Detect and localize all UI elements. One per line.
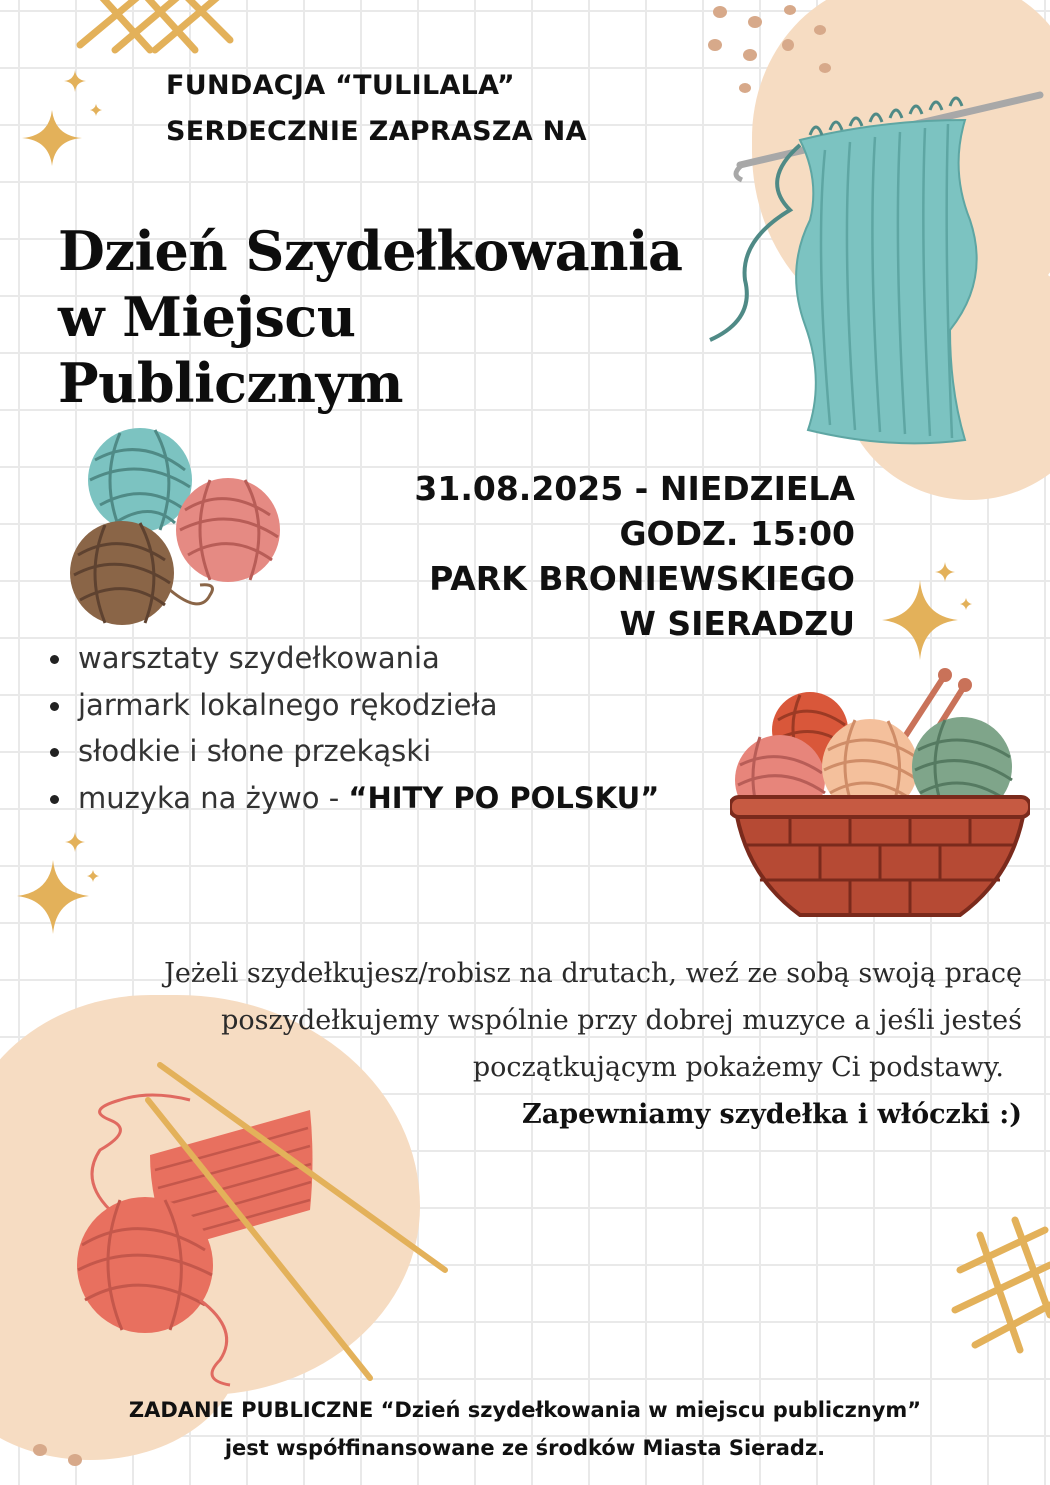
sparkle-icon bbox=[12, 70, 112, 170]
event-place-line-1: PARK BRONIEWSKIEGO bbox=[429, 559, 855, 598]
list-item: warsztaty szydełkowania bbox=[48, 636, 659, 683]
event-details bbox=[414, 466, 855, 646]
event-place-line-2: W SIERADZU bbox=[619, 604, 855, 643]
organizer-line-1: FUNDACJA “TULILALA” bbox=[166, 70, 515, 101]
event-time: GODZ. 15:00 bbox=[619, 514, 855, 553]
invitation-text bbox=[42, 950, 1022, 1138]
event-title bbox=[58, 218, 758, 416]
list-item: jarmark lokalnego rękodzieła bbox=[48, 683, 659, 730]
feature-list bbox=[48, 636, 659, 822]
sparkle-icon bbox=[15, 830, 115, 940]
list-item: muzyka na żywo - “HITY PO POLSKU” bbox=[48, 776, 659, 823]
invitation-line-3: początkującym pokażemy Ci podstawy. bbox=[472, 1052, 1004, 1083]
title-line-1: Dzień Szydełkowania bbox=[58, 219, 683, 283]
title-line-3: Publicznym bbox=[58, 351, 403, 415]
invitation-line-1: Jeżeli szydełkujesz/robisz na drutach, weź ze sobą swoją pracę bbox=[164, 958, 1022, 989]
footer-line-2: jest współfinansowane ze środków Miasta Sieradz. bbox=[224, 1436, 826, 1460]
yarn-ball-icon bbox=[60, 425, 290, 630]
funding-footer bbox=[0, 1391, 1050, 1467]
invitation-line-2: poszydełkujemy wspólnie przy dobrej muzyce a jeśli jesteś bbox=[221, 1005, 1022, 1036]
yarn-basket-icon bbox=[730, 665, 1030, 930]
list-item: słodkie i słone przekąski bbox=[48, 729, 659, 776]
sparkle-icon bbox=[880, 560, 980, 660]
event-date: 31.08.2025 - NIEDZIELA bbox=[414, 469, 855, 508]
invitation-line-4: Zapewniamy szydełka i włóczki :) bbox=[522, 1099, 1022, 1130]
footer-line-1: ZADANIE PUBLICZNE “Dzień szydełkowania w miejscu publicznym” bbox=[128, 1398, 922, 1422]
crochet-grid-icon bbox=[945, 1210, 1050, 1360]
crochet-grid-icon bbox=[70, 0, 240, 60]
music-highlight: “HITY PO POLSKU” bbox=[348, 780, 660, 815]
organizer-line-2: SERDECZNIE ZAPRASZA NA bbox=[166, 116, 587, 147]
title-line-2: w Miejscu bbox=[58, 285, 356, 349]
